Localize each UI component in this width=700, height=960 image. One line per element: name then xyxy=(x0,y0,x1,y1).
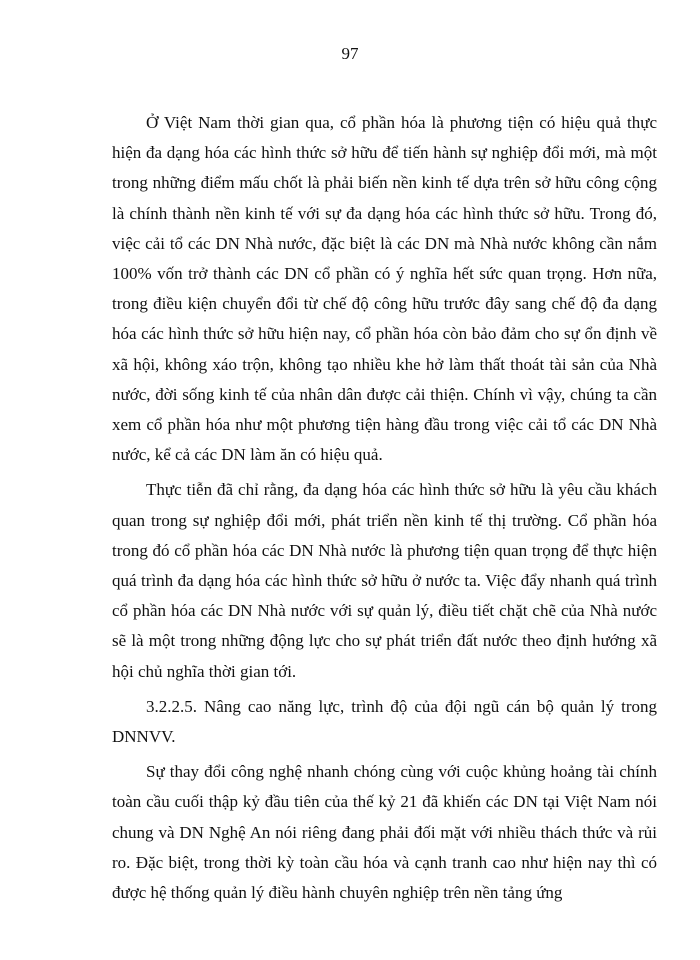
paragraph-ownership-diversification: Thực tiễn đã chỉ rằng, đa dạng hóa các hình thức sở hữu là yêu cầu khách quan trong sự nghiệp đổi mới, phát triển nền kinh tế thị trường. Cổ phần hóa trong đó cổ phần hóa các DN Nhà nước là phương tiện quan trọng để thực hiện quá trình đa dạng hóa các hình thức sở hữu ở nước ta. Việc đẩy nhanh quá trình cổ phần hóa các DN Nhà nước với sự quản lý, điều tiết chặt chẽ của Nhà nước sẽ là một trong những động lực cho sự phát triển đất nước theo định hướng xã hội chủ nghĩa thời gian tới. xyxy=(112,480,657,681)
document-body xyxy=(112,108,657,913)
section-heading-3-2-2-5: 3.2.2.5. Nâng cao năng lực, trình độ của đội ngũ cán bộ quản lý trong DNNVV. xyxy=(112,696,657,747)
page-number: 97 xyxy=(341,44,359,63)
paragraph-equitization-vietnam: Ở Việt Nam thời gian qua, cổ phần hóa là phương tiện có hiệu quả thực hiện đa dạng hóa các hình thức sở hữu để tiến hành sự nghiệp đổi mới, mà một trong những điểm mấu chốt là phải biến nền kinh tế dựa trên sở hữu công cộng là chính thành nền kinh tế với sự đa dạng hóa các hình thức sở hữu. Trong đó, việc cải tổ các DN Nhà nước, đặc biệt là các DN mà Nhà nước không cần nắm 100% vốn trở thành các DN cổ phần có ý nghĩa hết sức quan trọng. Hơn nữa, trong điều kiện chuyển đổi từ chế độ công hữu trước đây sang chế độ đa dạng hóa các hình thức sở hữu hiện nay, cổ phần hóa còn bảo đảm cho sự ổn định về xã hội, không xáo trộn, không tạo nhiều khe hở làm thất thoát tài sản của Nhà nước, đời sống kinh tế của nhân dân được cải thiện. Chính vì vậy, chúng ta cần xem cổ phần hóa như một phương tiện hàng đầu trong việc cải tổ các DN Nhà nước, kể cả các DN làm ăn có hiệu quả. xyxy=(112,113,657,465)
paragraph-technology-change: Sự thay đổi công nghệ nhanh chóng cùng với cuộc khủng hoảng tài chính toàn cầu cuối thập kỷ đầu tiên của thế kỷ 21 đã khiến các DN tại Việt Nam nói chung và DN Nghệ An nói riêng đang phải đối mặt với nhiều thách thức và rủi ro. Đặc biệt, trong thời kỳ toàn cầu hóa và cạnh tranh cao như hiện nay thì có được hệ thống quản lý điều hành chuyên nghiệp trên nền tảng ứng xyxy=(112,762,657,903)
